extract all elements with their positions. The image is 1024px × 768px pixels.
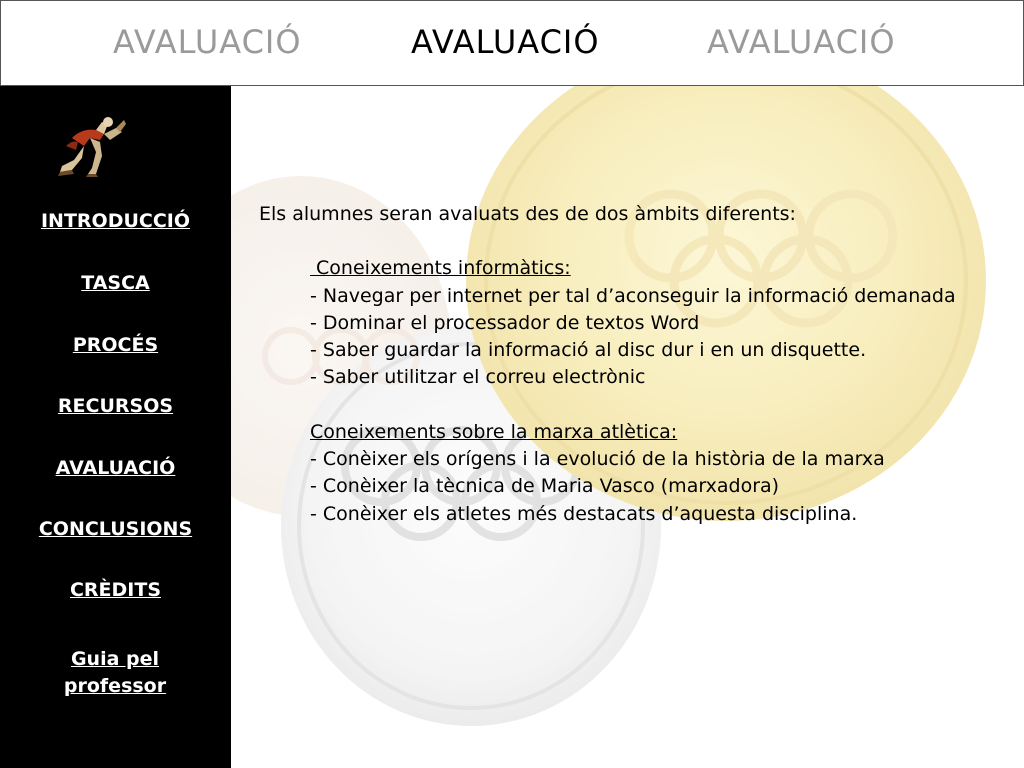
intro-text: Els alumnes seran avaluats des de dos àmbits diferents:	[259, 203, 796, 225]
section-heading-informatics: Coneixements informàtics:	[310, 257, 571, 280]
sidebar-item-credits[interactable]: CRÈDITS	[69, 579, 162, 601]
sidebar-item-avaluacio[interactable]: AVALUACIÓ	[55, 457, 176, 479]
list-item: - Conèixer els atletes més destacats d’aquesta disciplina.	[310, 502, 858, 525]
sidebar-item-conclusions[interactable]: CONCLUSIONS	[38, 518, 193, 540]
list-item: - Conèixer la tècnica de Maria Vasco (marxadora)	[310, 475, 780, 498]
sidebar-item-tasca[interactable]: TASCA	[81, 272, 150, 294]
sidebar-item-recursos[interactable]: RECURSOS	[57, 395, 174, 417]
header-bar	[0, 0, 1024, 86]
sidebar-item-guia-professor[interactable]: Guia pel professor	[63, 648, 167, 697]
section-heading-athletics: Coneixements sobre la marxa atlètica:	[310, 420, 678, 443]
sidebar	[0, 86, 231, 768]
list-item: - Dominar el processador de textos Word	[310, 311, 700, 334]
athlete-icon	[52, 116, 128, 178]
content-text	[259, 201, 999, 528]
sidebar-item-proces[interactable]: PROCÉS	[72, 334, 159, 356]
section-informatics	[310, 255, 996, 391]
title-left: AVALUACIÓ	[113, 23, 302, 61]
title-right: AVALUACIÓ	[707, 23, 896, 61]
main-content	[231, 86, 1024, 768]
list-item: - Conèixer els orígens i la evolució de la història de la marxa	[310, 448, 885, 471]
list-item: - Saber utilitzar el correu electrònic	[310, 366, 646, 389]
section-athletics	[310, 419, 996, 528]
sidebar-item-introduccio[interactable]: INTRODUCCIÓ	[40, 210, 191, 232]
title-center: AVALUACIÓ	[411, 23, 600, 61]
list-item: - Saber guardar la informació al disc dur i en un disquette.	[310, 339, 867, 362]
list-item: - Navegar per internet per tal d’aconseguir la informació demanada	[310, 284, 956, 307]
